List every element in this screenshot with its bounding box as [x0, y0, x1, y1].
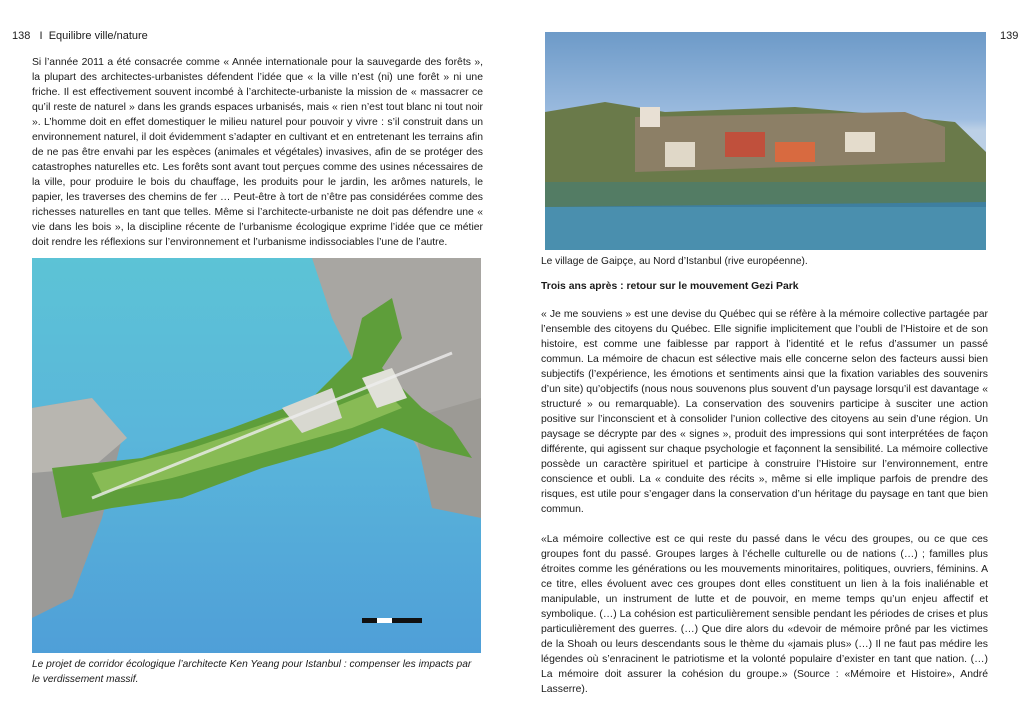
- header-separator: I: [39, 30, 43, 42]
- running-header: [12, 30, 148, 42]
- right-body-paragraph-1: « Je me souviens » est une devise du Québec qui se réfère à la mémoire collective partagée par l’ensemble des citoyens du Québec. Elle signifie implicitement que l’oubli de l’Histoire et de son histoire, est comme une faiblesse par rapport à l’identité et le refus d’assumer un passé commun. La mémoire de chacun est sélective mais elle concerne selon des facteurs aussi bien subjectifs (l’expérience, les émotions et sentiments ainsi que la fixation variables des souvenirs d’un site) qu’objectifs (nous nous souvenons plus souvent d’un paysage lorsqu’il est davantage « structuré » ou remarquable). La conservation des souvenirs participe à susciter une action positive sur l’inconscient et à consolider l’union collective des citoyens au sein d’une région. Un paysage se décrypte par des « signes », produit des impressions qui sont interprétées de façon différente, qui agissent sur chaque psychologie et façonnent la sensibilité. La mémoire collective possède un caractère spirituel et participe à construire l’Histoire sur l’environnement, entre conscience et oubli. La « conduite des récits », même si elle implique parfois de prendre des risques, est utile pour s’engager dans la conservation d’un héritage du paysage en tant que bien commun.: [541, 309, 988, 515]
- left-body-paragraph: Si l’année 2011 a été consacrée comme « Année internationale pour la sauvegarde des forêts », la plupart des architectes-urbanistes défendent l’idée que « la ville n’est (ni) une forêt » ni une friche. Il est effectivement souvent incombé à l’architecte-urbaniste la mission de « massacrer ce qu’il reste de naturel » dans les grands espaces urbanisés, mais « rien n’est tout blanc ni tout noir ». L’homme doit en effet domestiquer le milieu naturel pour pouvoir y vivre : s’il construit dans un environnement naturel, il doit évidemment s’adapter en cultivant et en entretenant les terrains afin de ne pas être envahi par les espèces (animales et végétales) invasives, afin de se protéger des catastrophes naturelles etc. Les forêts sont avant tout perçues comme des usines nécessaires de la ville, pour produire le bois du chauffage, les produits pour le jardin, les arômes naturels, le papier, les traverses des chemins de fer … Peut-être à tort de n’être pas considérées comme des richesses naturelles en tant que telles. Même si l’architecte-urbaniste ne doit pas défendre une « vie dans les bois », la discipline récente de l’urbanisme écologique exprime l’idée que ce métier doit rendre les réflexions sur l’environnement et l’urbanisme indissociables l’une de l’autre.: [32, 57, 483, 248]
- photo-illustration: [545, 32, 986, 250]
- corridor-map-image: [32, 258, 481, 653]
- photo-caption: Le village de Gaipçe, au Nord d’Istanbul (rive européenne).: [541, 256, 808, 267]
- map-illustration: [32, 258, 481, 653]
- running-title: Equilibre ville/nature: [48, 30, 148, 42]
- page-number-right: 139: [1000, 30, 1019, 42]
- right-text-column: [541, 281, 988, 697]
- page-number-left: 138: [12, 30, 31, 42]
- village-photo: [545, 32, 986, 250]
- right-body-paragraph-2: «La mémoire collective est ce qui reste du passé dans le vécu des groupes, ou ce que ces groupes font du passé. Groupes larges à l’échelle culturelle ou de nations (…) ; familles plus étroites comme les générations ou les mouvements minoritaires, politiques, ouvriers, féminins. A ce titre, elles évoluent avec ces groupes dont elles constituent un lien à la fois inaliénable et manipulable, un instrument de lutte et de pouvoir, en meme temps qu’un enjeu affectif et symbolique. (…) La cohésion est particulièrement sensible pendant les périodes de crises et plus particulièrement des guerres. (…) Que dire alors du «devoir de mémoire prôné par les victimes de la Shoah ou leurs descendants sous le thème du «jamais plus» (…) Il ne faut pas médire les légendes où s’enracinent le patriotisme et la volonté populaire d’exister en tant que nation. (…) La mémoire doit assurer la cohésion du groupe.» (Source : «Mémoire et Histoire», André Lasserre).: [541, 534, 988, 695]
- map-caption: Le projet de corridor écologique l’architecte Ken Yeang pour Istanbul : compenser les impacts par le verdissement massif.: [32, 659, 472, 685]
- section-heading: Trois ans après : retour sur le mouvement Gezi Park: [541, 281, 799, 292]
